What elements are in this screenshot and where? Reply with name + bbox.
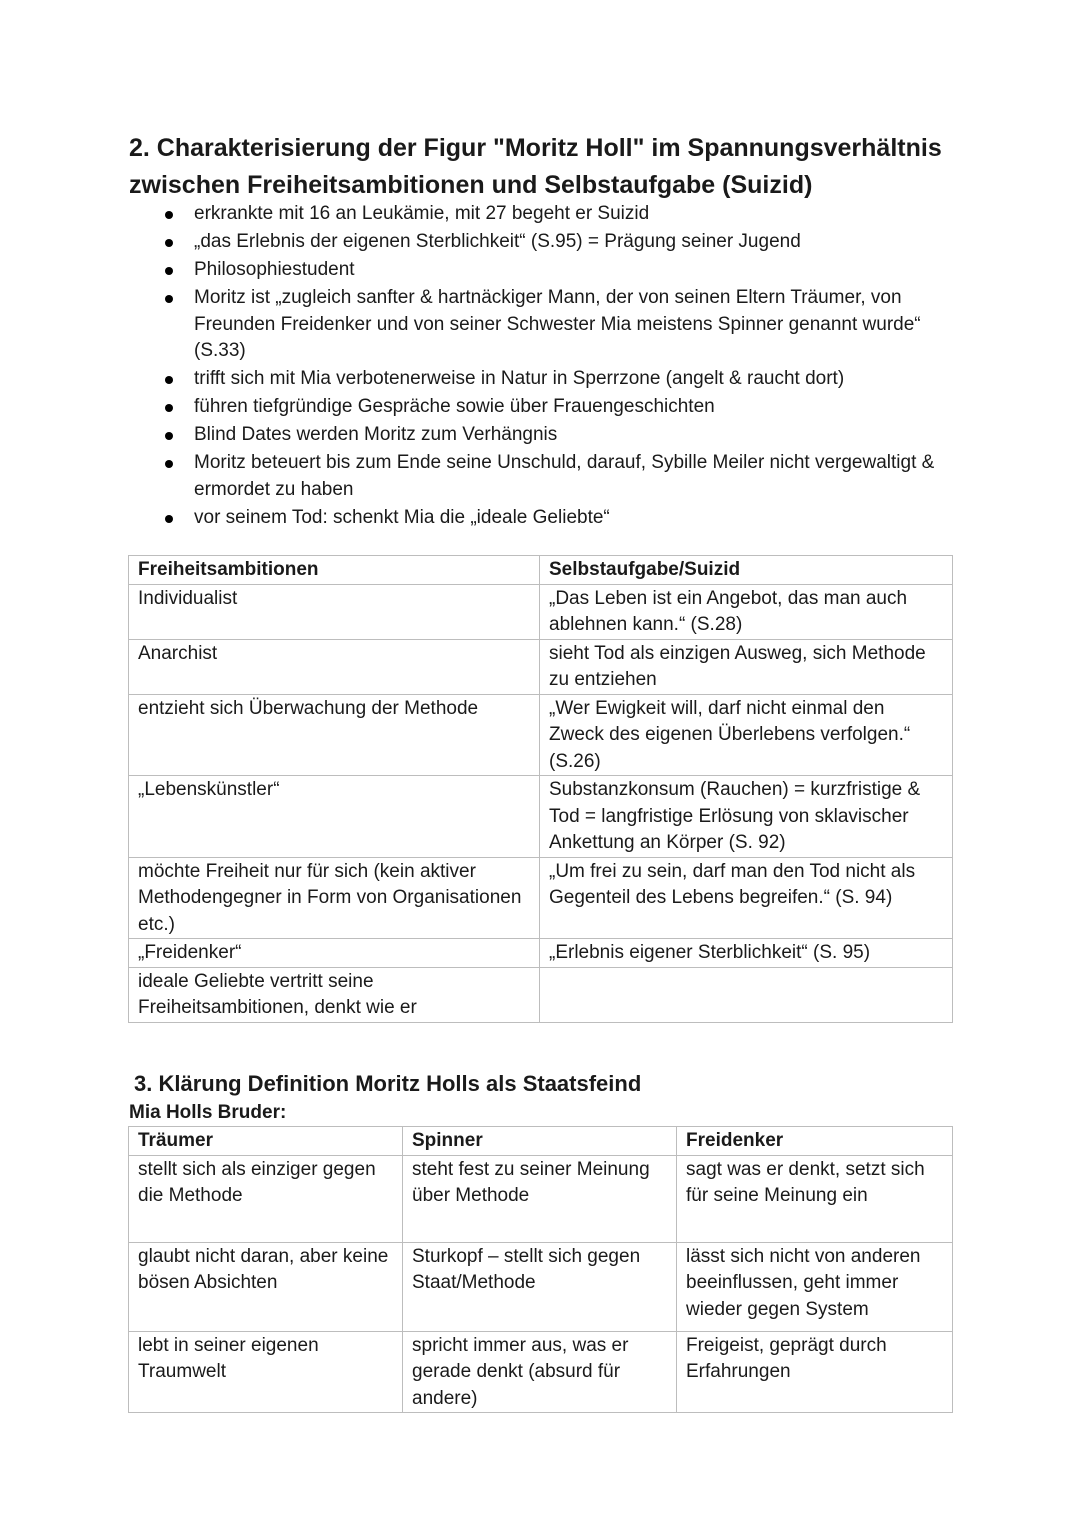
table-cell: Sturkopf – stellt sich gegen Staat/Methode xyxy=(403,1242,677,1331)
header-spinner: Spinner xyxy=(403,1127,677,1156)
table-row xyxy=(129,857,953,939)
table-cell: „Erlebnis eigener Sterblichkeit“ (S. 95) xyxy=(540,939,953,968)
table-cell: möchte Freiheit nur für sich (kein aktiver Methodengegner in Form von Organisationen etc.) xyxy=(129,857,540,939)
table-cell: lebt in seiner eigenen Traumwelt xyxy=(129,1331,403,1413)
table-row xyxy=(129,1155,953,1242)
header-selbstaufgabe: Selbstaufgabe/Suizid xyxy=(540,556,953,585)
bullet-item: erkrankte mit 16 an Leukämie, mit 27 begeht er Suizid xyxy=(129,201,959,228)
table-cell: sagt was er denkt, setzt sich für seine Meinung ein xyxy=(677,1155,953,1242)
table-cell: „Lebenskünstler“ xyxy=(129,776,540,858)
table-header-row xyxy=(129,556,953,585)
table-cell: „Das Leben ist ein Angebot, das man auch ablehnen kann.“ (S.28) xyxy=(540,584,953,639)
table-cell: sieht Tod als einzigen Ausweg, sich Methode zu entziehen xyxy=(540,639,953,694)
table-cell: Freigeist, geprägt durch Erfahrungen xyxy=(677,1331,953,1413)
bullet-item: führen tiefgründige Gespräche sowie über Frauengeschichten xyxy=(129,394,959,421)
table-row xyxy=(129,584,953,639)
bullet-item: Moritz beteuert bis zum Ende seine Unschuld, darauf, Sybille Meiler nicht vergewaltigt & ermordet zu haben xyxy=(129,450,959,503)
table-row xyxy=(129,1331,953,1413)
table-cell xyxy=(540,967,953,1022)
freedom-vs-suicide-table xyxy=(128,555,953,1023)
section-3-subheading: Mia Holls Bruder: xyxy=(129,1102,287,1123)
table-cell: stellt sich als einziger gegen die Methode xyxy=(129,1155,403,1242)
header-traeumer: Träumer xyxy=(129,1127,403,1156)
table-cell: „Freidenker“ xyxy=(129,939,540,968)
table-cell: „Um frei zu sein, darf man den Tod nicht als Gegenteil des Lebens begreifen.“ (S. 94) xyxy=(540,857,953,939)
table-header-row xyxy=(129,1127,953,1156)
table-row xyxy=(129,1242,953,1331)
table-cell: Anarchist xyxy=(129,639,540,694)
table-cell: spricht immer aus, was er gerade denkt (absurd für andere) xyxy=(403,1331,677,1413)
bullet-item: Philosophiestudent xyxy=(129,257,959,284)
brother-nicknames-table xyxy=(128,1126,953,1413)
table-row xyxy=(129,776,953,858)
header-freiheitsambitionen: Freiheitsambitionen xyxy=(129,556,540,585)
table-row xyxy=(129,639,953,694)
character-bullet-list xyxy=(129,201,959,533)
bullet-item: trifft sich mit Mia verbotenerweise in Natur in Sperrzone (angelt & raucht dort) xyxy=(129,366,959,393)
table-cell: lässt sich nicht von anderen beeinflussen, geht immer wieder gegen System xyxy=(677,1242,953,1331)
bullet-item: Blind Dates werden Moritz zum Verhängnis xyxy=(129,422,959,449)
table-cell: Individualist xyxy=(129,584,540,639)
table-row xyxy=(129,694,953,776)
bullet-item: „das Erlebnis der eigenen Sterblichkeit“ (S.95) = Prägung seiner Jugend xyxy=(129,229,959,256)
bullet-item: Moritz ist „zugleich sanfter & hartnäckiger Mann, der von seinen Eltern Träumer, von Freunden Freidenker und von seiner Schwester Mia meistens Spinner genannt wurde“ (S.33) xyxy=(129,285,959,365)
table-row xyxy=(129,939,953,968)
section-2-heading: 2. Charakterisierung der Figur "Moritz Holl" im Spannungsverhältnis zwischen Freiheitsambitionen und Selbstaufgabe (Suizid) xyxy=(129,134,942,199)
table-cell: entzieht sich Überwachung der Methode xyxy=(129,694,540,776)
section-3-heading: 3. Klärung Definition Moritz Holls als Staatsfeind xyxy=(134,1071,642,1096)
table-cell: „Wer Ewigkeit will, darf nicht einmal den Zweck des eigenen Überlebens verfolgen.“ (S.26) xyxy=(540,694,953,776)
table-cell: steht fest zu seiner Meinung über Methode xyxy=(403,1155,677,1242)
table-cell: ideale Geliebte vertritt seine Freiheitsambitionen, denkt wie er xyxy=(129,967,540,1022)
table-row xyxy=(129,967,953,1022)
table-cell: Substanzkonsum (Rauchen) = kurzfristige & Tod = langfristige Erlösung von sklavischer Ankettung an Körper (S. 92) xyxy=(540,776,953,858)
table-cell: glaubt nicht daran, aber keine bösen Absichten xyxy=(129,1242,403,1331)
bullet-item: vor seinem Tod: schenkt Mia die „ideale Geliebte“ xyxy=(129,505,959,532)
header-freidenker: Freidenker xyxy=(677,1127,953,1156)
